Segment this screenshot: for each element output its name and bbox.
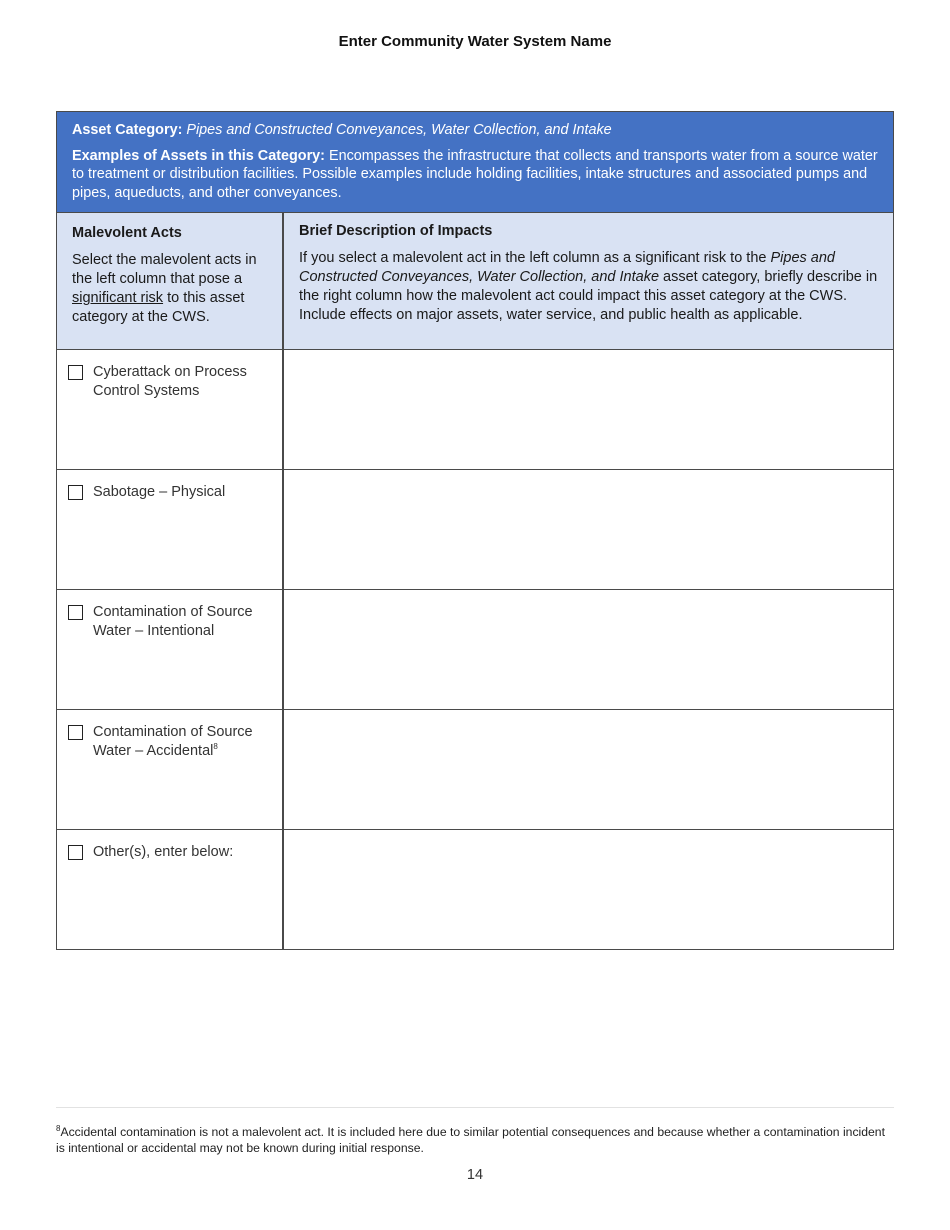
- act-row-contamination-accidental: [57, 709, 893, 829]
- asset-category-header: [57, 112, 893, 212]
- asset-category-value: Pipes and Constructed Conveyances, Water Collection, and Intake: [186, 122, 612, 138]
- act-row-sabotage: [57, 469, 893, 589]
- act-checkbox-contamination-intentional[interactable]: [68, 605, 83, 620]
- act-label: Contamination of Source Water – Intentional: [93, 604, 253, 639]
- footnote: [56, 1125, 894, 1156]
- risk-assessment-table: [56, 111, 894, 950]
- asset-category-line: [72, 121, 878, 140]
- impacts-header: [284, 213, 893, 349]
- act-row-other: [57, 829, 893, 949]
- malevolent-acts-instruction: Select the malevolent acts in the left column that pose a significant risk to this asset category at the CWS.: [72, 252, 257, 325]
- page-title: Enter Community Water System Name: [338, 33, 612, 50]
- page-number: 14: [466, 1167, 484, 1183]
- footnote-number: 8: [56, 1123, 61, 1133]
- act-label: Sabotage – Physical: [93, 484, 226, 500]
- footnote-divider: [56, 1107, 894, 1108]
- act-cell: [57, 830, 284, 949]
- impacts-instruction: If you select a malevolent act in the left column as a significant risk to the Pipes and Constructed Conveyances, Water Collection, and Intake asset category, briefly describe in the right column how the malevolent act could impact this asset category at the CWS. Include effects on major assets, water service, and public health as applicable.: [299, 250, 878, 323]
- impact-description-field[interactable]: [284, 830, 893, 949]
- act-label: Cyberattack on Process Control Systems: [93, 364, 247, 399]
- impact-description-field[interactable]: [284, 350, 893, 469]
- act-label: Other(s), enter below:: [93, 844, 234, 860]
- act-checkbox-other[interactable]: [68, 845, 83, 860]
- asset-examples: [72, 147, 878, 203]
- act-row-cyberattack: [57, 349, 893, 469]
- asset-examples-text: Encompasses the infrastructure that collects and transports water from a source water to treatment or distribution facilities. Possible examples include holding facilities, intake structures and associated pumps and pipes, aqueducts, and other conveyances.: [72, 147, 878, 201]
- impacts-asset-category: Pipes and Constructed Conveyances, Water Collection, and Intake: [299, 250, 835, 285]
- act-cell: [57, 350, 284, 469]
- act-checkbox-sabotage[interactable]: [68, 485, 83, 500]
- act-row-contamination-intentional: [57, 589, 893, 709]
- malevolent-acts-heading: Malevolent Acts: [72, 225, 182, 241]
- asset-examples-label: Examples of Assets in this Category:: [72, 147, 325, 164]
- footnote-ref: 8: [213, 742, 218, 752]
- significant-risk-term: significant risk: [72, 290, 164, 306]
- act-label: Contamination of Source Water – Accidental$^8$: [93, 724, 253, 759]
- impact-description-field[interactable]: [284, 590, 893, 709]
- asset-category-label: Asset Category:: [72, 122, 183, 138]
- act-cell: [57, 590, 284, 709]
- act-checkbox-cyberattack[interactable]: [68, 365, 83, 380]
- act-cell: [57, 710, 284, 829]
- impact-description-field[interactable]: [284, 710, 893, 829]
- impact-description-field[interactable]: [284, 470, 893, 589]
- malevolent-acts-header: [57, 213, 284, 349]
- footnote-text: Accidental contamination is not a malevolent act. It is included here due to similar potential consequences and because whether a contamination incident is intentional or accidental may not be known during initial response.: [56, 1125, 885, 1155]
- act-checkbox-contamination-accidental[interactable]: [68, 725, 83, 740]
- act-cell: [57, 470, 284, 589]
- column-header-row: [57, 212, 893, 349]
- impacts-heading: Brief Description of Impacts: [299, 223, 493, 239]
